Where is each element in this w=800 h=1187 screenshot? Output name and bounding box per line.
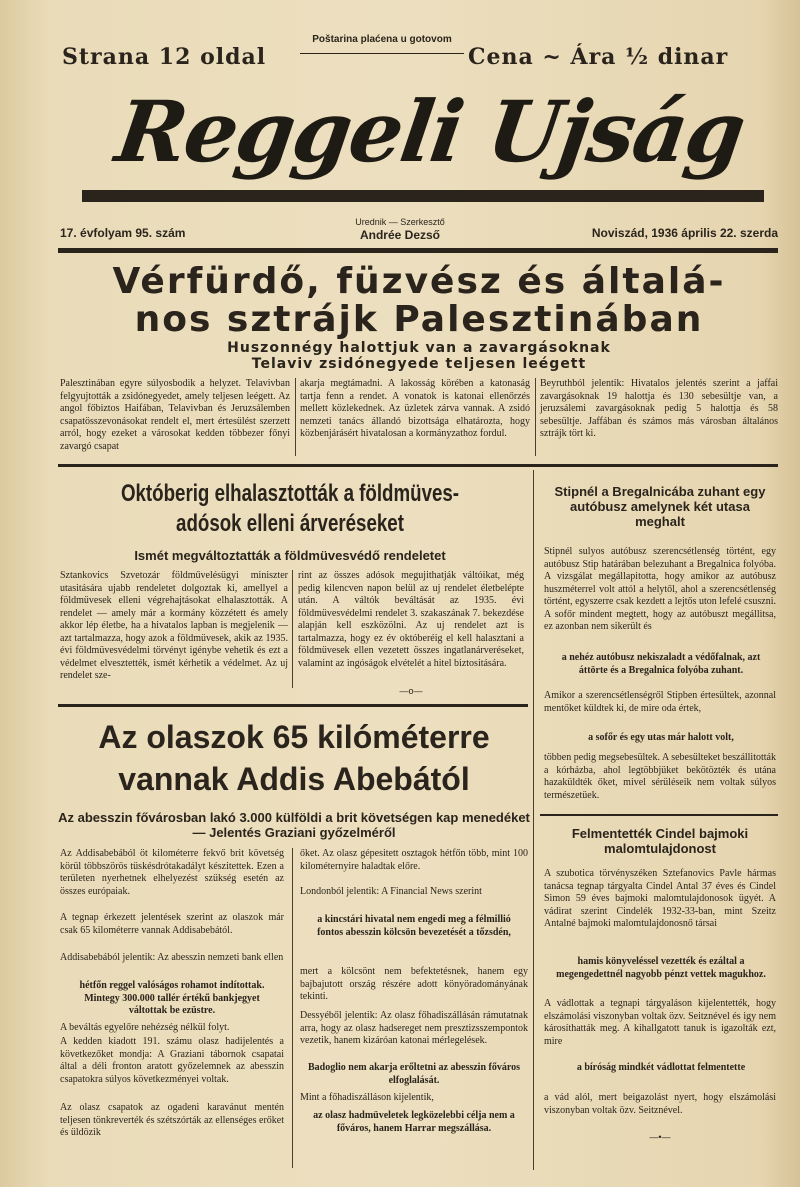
bus-body-3: többen pedig megsebesültek. A sebesülteket beszállitották a kórházba, ahol legtöbbjüket bekötözték és utána hazaküldték őket, mivel sérüléseik nem voltak súlyos természetüek.: [544, 752, 776, 801]
italy-col1-f: Az olasz csapatok az ogadeni karavánut mentén teljesen tönkreverték és szétszórták az ellenséges erőket és üldözik: [60, 1102, 284, 1138]
italy-col2-d: Dessyéből jelentik: Az olasz főhadiszállásán rámutatnak arra, hogy az olasz hadsereget nem presztizsszempontok vezetik, hanem kizáróan katonai mérlegelések.: [300, 1010, 528, 1046]
masthead-title: Reggeli Ujság: [110, 82, 750, 181]
section-rule: [58, 704, 528, 707]
column-rule: [533, 470, 534, 1170]
italy-col2-quote-3: az olasz hadmüveletek legközelebbi célja nem a főváros, hanem Harrar megszállása.: [313, 1110, 515, 1134]
lead-headline-1: Vérfürdő, füzvész és általá-: [112, 261, 726, 302]
italy-col1-a: Az Addisabebából öt kilométerre fekvő brit követség körül többszörös tüskésdrótakadályt készitettek. Ezen a területen nyerhetnek elhelyezést szükség esetén az összes európaiak.: [60, 848, 284, 897]
column-rule: [292, 570, 293, 688]
column-rule: [292, 848, 293, 1168]
agri-headline-2: adósok elleni árveréseket: [176, 510, 404, 537]
bus-headline: Stipnél a Bregalnicába zuhant egy autóbusz amelynek két utasa meghalt: [554, 484, 766, 529]
agri-headline-1: Októberig elhalasztották a földmüves-: [120, 480, 460, 507]
section-rule: [540, 814, 778, 816]
bus-quote-2: a sofőr és egy utas már halott volt,: [588, 732, 734, 743]
page-count: Strana 12 oldal: [62, 44, 267, 70]
lead-column-1: Palesztinában egyre súlyosbodik a helyzet. Telavivban felgyujtották a zsidónegyedet, amely teljesen leégett. Az angol főbiztos Haifában, Telavivban és Jeruzsálemben csapatösszevonásokat rendelt el, mert értesülést szerzett arról, hogy ezeket a városokat kedden többezer főnyi zavargó csapat: [60, 378, 290, 452]
masthead-bar: [82, 190, 764, 202]
italy-col1-e: A kedden kiadott 191. számu olasz hadijelentés a következőket mondja: A Graziani tábornok csapatai által a déli fronton aratott győzelemnek az abesszin csapatokra súlyos következményei voltak.: [60, 1036, 284, 1085]
lead-headline-2: nos sztrájk Palesztinában: [134, 299, 704, 340]
italy-headline-1: Az olaszok 65 kilóméterre: [98, 719, 490, 755]
italy-col2-a: őket. Az olasz gépesitett osztagok hétfőn több, mint 100 kilométernyire haladtak előre.: [300, 848, 528, 872]
postal-note: Poštarina plaćena u gotovom: [312, 34, 452, 45]
editor-label: Urednik — Szerkesztő: [355, 217, 445, 227]
agri-column-2: rint az összes adósok megujithatják váltóikat, még pedig kilencven napon belül az uj rendelet életbelépte után. A váltók beváltását az 1935. évi földmüvesvédelmi rendelet 3. szakaszának 7. bekezdése alapján kell eszközölni. Az uj rendelet azt is tartalmazza, hogy ez év októberéig el kell halasztani a földmüvesek ellen vezetett összes ingatlanárveréseket, valamint az ingóságok elvételét a hitel biztositására.: [298, 570, 524, 669]
cindel-body-1: A szubotica törvényszéken Sztefanovics Pavle hármas tanácsa tegnap tárgyalta Cindel Antal 37 éves és Cindel Simon 59 éves bajmoki malomtulajdonosok ügyét. A vádirat szerint Cindelék 1932-33-ban, mint Szeitz Antalné bajmoki malomtulajdonosnő társai: [544, 868, 776, 929]
italy-col2-quote-2: Badoglio nem akarja erőltetni az abesszin főváros elfoglalását.: [307, 1062, 521, 1086]
price: Cena ~ Ára ½ dinar: [468, 44, 729, 70]
italy-col1-quote: hétfőn reggel valóságos rohamot indítottak. Mintegy 300.000 tallér értékű bankjegyet váltottak be ezüstre.: [79, 980, 265, 1016]
italy-headline-2: vannak Addis Abebától: [118, 761, 470, 797]
info-rule: [58, 248, 778, 253]
cindel-quote-2: a bíróság mindkét vádlottat felmentette: [576, 1062, 746, 1073]
section-rule: [58, 464, 778, 467]
italy-col1-b: A tegnap érkezett jelentések szerint az olaszok már csak 65 kilométerre vannak Addisabebától.: [60, 912, 284, 936]
cindel-headline: Felmentették Cindel bajmoki malomtulajdonost: [571, 826, 749, 856]
italy-col2-quote-1: a kincstári hivatal nem engedi meg a félmillió fontos abesszin kölcsön bevezetését a tőzsdén,: [317, 914, 511, 938]
cindel-body-3: a vád alól, mert beigazolást nyert, hogy elszámolási viszonyban voltak özv. Seitznével.: [544, 1092, 776, 1116]
bus-quote-1: a nehéz autóbusz nekiszaladt a védőfalnak, azt áttörte és a Bregalnica folyóba zuhant.: [561, 652, 761, 676]
lead-column-3: Beyruthból jelentik: Hivatalos jelentés szerint a jaffai zavargásoknak 19 halottja és 130 sebesültje van, a jeruzsálemi zavargásoknak pedig 5 halottja és 58 sebesültje. Jaffában és számos más városban általános sztrájk tört ki.: [540, 378, 778, 439]
italy-col2-c: mert a kölcsönt nem befektetésnek, hanem egy bajbajutott ország részére adott könyöradományának tekinti.: [300, 966, 528, 1002]
bus-body-1: Stipnél sulyos autóbusz szerencsétlenség történt, egy autóbusz Stip határában belezuhant a Bregalnica folyóba. A vizsgálat megállapitotta, hogy amikor az autóbusz huszméterrel volt attól a helytől, ahol a szerencsétlenség történt, egyszerre csak kezdett a lejtős uton lefelé csuszni. A sofőr mindent megtett, hogy az autóbuszt megállitsa, ez azonban nem sikerült és: [544, 546, 776, 632]
lead-column-2: akarja megtámadni. A lakosság körében a katonaság tartja fenn a rendet. A vonatok is katonai ellenőrzés mellett közlekednek. Az üzletek zárva vannak. A zsidó nemzeti tanács állandó bizottsága elhatározta, hogy közbenjárásért hivatalosan a kormányzathoz fordul.: [300, 378, 530, 439]
italy-col2-b: Londonból jelentik: A Financial News szerint: [300, 886, 482, 897]
dateline: Noviszád, 1936 április 22. szerda: [591, 226, 778, 240]
cindel-end-mark: —•—: [649, 1132, 671, 1142]
cindel-quote-1: hamis könyveléssel vezették és ezáltal a megengedettnél nagyobb pénzt vettek magukhoz.: [556, 956, 766, 980]
italy-col1-d: A beváltás egyelőre nehézség nélkül folyt.: [60, 1022, 230, 1033]
agri-end-mark: —o—: [399, 686, 423, 696]
column-rule: [535, 378, 536, 456]
italy-subhead: Az abesszin fővárosban lakó 3.000 külföldi a brit követségen kap menedéket — Jelentés Graziani győzelméről: [58, 810, 530, 840]
lead-subhead-2: Telaviv zsidónegyede teljesen leégett: [251, 356, 587, 372]
bus-body-2: Amikor a szerencsétlenségről Stipben értesültek, azonnal mentőket küldtek ki, de mire oda értek,: [544, 690, 776, 714]
cindel-body-2: A vádlottak a tegnapi tárgyaláson kijelentették, hogy elszámolási viszonyban voltak özv. Seitznével és igy nem károsíthatták meg. A kihallgatott tanuk is igazolták ezt, mire: [544, 998, 776, 1047]
agri-subhead: Ismét megváltoztatták a földmüvesvédő rendeletet: [134, 548, 446, 563]
italy-col2-e: Mint a főhadiszálláson kijelentik,: [300, 1092, 434, 1103]
editor-name: Andrée Dezső: [359, 228, 441, 242]
lead-subhead-1: Huszonnégy halottjuk van a zavargásoknak: [227, 340, 611, 356]
column-rule: [295, 378, 296, 456]
italy-col1-c: Addisabebából jelentik: Az abesszin nemzeti bank ellen: [60, 952, 284, 963]
issue-number: 17. évfolyam 95. szám: [60, 226, 186, 240]
agri-column-1: Sztankovics Szvetozár földművelésügyi miniszter utasitására ujabb rendeletet dolgoztak ki, amellyel a földmüvesek elleni végrehajtásokat elhalasztották. A rendelet — amely már a kormány közzétett és amely akkor lép életbe, ha a hivatalos lapban is megjelenik — azt tartalmazza, hogy azok a földmüvesek, akik az 1935. évi földmüvesvédelmi törvényt igénybe vehetik és ezt a védelmet elvesztették, ismét kérhetik a védelmet. Az uj rendelet sze-: [60, 570, 288, 681]
header-divider: [300, 53, 464, 54]
